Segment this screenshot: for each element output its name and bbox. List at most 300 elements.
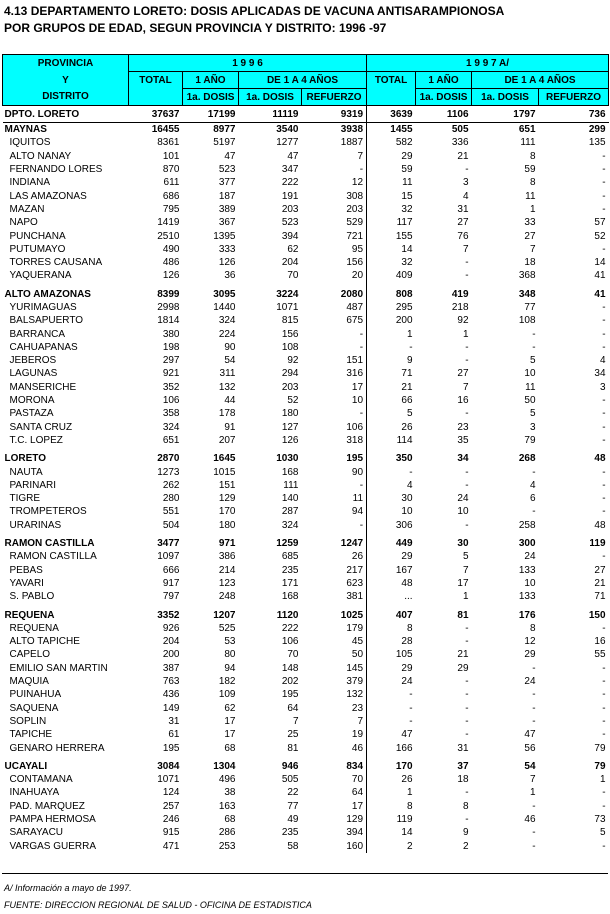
district-row-cell: 523 <box>281 217 299 229</box>
district-row-cell: - <box>602 840 606 852</box>
district-row-label: YURIMAGUAS <box>9 302 77 313</box>
district-row-cell: 1395 <box>213 230 236 242</box>
district-row <box>3 550 609 563</box>
district-row-cell: 41 <box>594 270 606 282</box>
district-row-label: INDIANA <box>9 177 51 189</box>
district-row-cell: 280 <box>162 493 180 505</box>
district-row <box>3 715 609 728</box>
district-row-cell: 17 <box>302 800 367 813</box>
district-row <box>3 327 609 340</box>
district-row-cell: 486 <box>162 257 180 269</box>
district-row-cell: 133 <box>518 564 536 576</box>
district-row-cell: 21 <box>457 649 469 661</box>
district-row-cell: 111 <box>283 479 299 491</box>
province-row-cell: 1030 <box>276 453 299 465</box>
district-row-cell: 46 <box>302 741 367 754</box>
district-row-cell: 490 <box>162 243 180 255</box>
footnote: A/ Información a mayo de 1997. <box>4 883 132 893</box>
district-row-cell: 29 <box>401 551 413 563</box>
district-row-cell: 57 <box>594 217 606 229</box>
district-row-cell: 1 <box>529 203 536 215</box>
table-body <box>3 106 609 853</box>
district-row-cell: - <box>532 702 536 714</box>
district-row-cell: - <box>602 479 606 491</box>
district-row-label: EMILIO SAN MARTIN <box>9 662 108 674</box>
district-row-cell: 22 <box>287 787 299 799</box>
district-row-cell: 921 <box>162 368 180 380</box>
district-row-cell: 258 <box>518 519 536 531</box>
district-row-cell: 180 <box>218 519 236 531</box>
district-row <box>3 786 609 799</box>
district-row-cell: - <box>532 506 536 518</box>
district-row-cell: 7 <box>462 564 469 576</box>
district-row <box>3 216 609 229</box>
district-row-cell: - <box>465 787 469 799</box>
province-row <box>3 760 609 773</box>
district-row-cell: - <box>465 729 469 741</box>
district-row-cell: 1 <box>406 787 413 799</box>
district-row-cell: 156 <box>302 256 367 269</box>
district-row-label: ALTO NANAY <box>9 150 72 162</box>
district-row-cell: 11 <box>525 381 536 393</box>
district-row-cell: 109 <box>218 689 236 701</box>
district-row-cell: 101 <box>162 150 180 162</box>
district-row-cell: 257 <box>162 800 180 812</box>
district-row-label: CAPELO <box>9 649 51 661</box>
district-row-cell: 8361 <box>157 137 180 149</box>
province-row-cell: 3540 <box>276 124 299 136</box>
province-row-label: MAYNAS <box>4 124 47 136</box>
district-row-cell: - <box>465 676 469 688</box>
district-row-cell: 306 <box>395 519 413 531</box>
district-row-cell: 224 <box>218 328 236 340</box>
district-row-cell: 651 <box>162 434 180 446</box>
district-row-cell: 11 <box>402 177 413 189</box>
district-row-label: CAHUAPANAS <box>9 341 78 353</box>
district-row-cell: 21 <box>594 577 606 589</box>
province-row-cell: 348 <box>518 288 536 300</box>
district-row-cell: 132 <box>302 688 367 701</box>
district-row-cell: 17 <box>457 577 469 589</box>
header-1-anio-1997: 1 AÑO <box>416 72 472 89</box>
district-row-cell: 105 <box>395 649 413 661</box>
district-row-cell: 10 <box>302 394 367 407</box>
district-row-cell: 195 <box>162 742 180 754</box>
district-row <box>3 354 609 367</box>
district-row-cell: 178 <box>218 408 236 420</box>
district-row-cell: 12 <box>524 636 536 648</box>
district-row-cell: - <box>465 355 469 367</box>
district-row-cell: 1 <box>406 328 413 340</box>
district-row-cell: 6 <box>529 493 536 505</box>
header-1-anio-1a-dosis-1996: 1a. DOSIS <box>183 89 239 106</box>
district-row-cell: - <box>602 506 606 518</box>
district-row-cell: 24 <box>457 493 469 505</box>
district-row-cell: - <box>602 315 606 327</box>
district-row-cell: 358 <box>162 408 180 420</box>
district-row-cell: 294 <box>281 368 299 380</box>
district-row-cell: 148 <box>281 662 299 674</box>
district-row-cell: 92 <box>457 315 469 327</box>
district-row-cell: 12 <box>302 176 367 189</box>
district-row-cell: 797 <box>162 591 180 603</box>
province-row-cell: 971 <box>218 538 236 550</box>
province-row-cell: 48 <box>594 453 606 465</box>
district-row-label: PEBAS <box>9 564 43 576</box>
district-row-cell: 79 <box>524 434 536 446</box>
district-row-cell: 168 <box>281 591 299 603</box>
district-row-cell: 352 <box>162 381 180 393</box>
district-row-cell: 47 <box>224 150 236 162</box>
district-row-cell: 24 <box>524 551 536 563</box>
district-row-cell: 7 <box>462 381 469 393</box>
district-row-cell: 166 <box>395 742 413 754</box>
district-row-cell: 117 <box>396 217 413 229</box>
district-row-cell: 182 <box>218 676 236 688</box>
district-row-cell: 90 <box>224 341 236 353</box>
district-row-cell: - <box>602 493 606 505</box>
header-total-1997: TOTAL <box>367 72 416 89</box>
total-cell: 3639 <box>367 106 416 123</box>
district-row-cell: 386 <box>218 551 236 563</box>
district-row-cell: 50 <box>302 648 367 661</box>
district-row-cell: 156 <box>281 328 299 340</box>
district-row-cell: - <box>602 800 606 812</box>
province-row-cell: 1247 <box>302 537 367 550</box>
district-row-cell: 70 <box>302 773 367 786</box>
district-row <box>3 176 609 189</box>
header-total-1997-blank <box>367 89 416 106</box>
district-row-cell: 68 <box>224 813 236 825</box>
province-row-cell: 41 <box>594 288 606 300</box>
district-row-cell: 170 <box>218 506 236 518</box>
province-row-cell: 16455 <box>151 124 180 136</box>
province-row-cell: 79 <box>594 760 606 772</box>
total-cell: 1797 <box>472 106 539 123</box>
district-row-cell: 77 <box>524 302 536 313</box>
district-row-cell: 496 <box>218 774 236 786</box>
district-row-label: ALTO TAPICHE <box>9 636 80 648</box>
district-row-cell: - <box>409 715 413 727</box>
district-row-cell: 54 <box>224 355 236 367</box>
district-row <box>3 662 609 675</box>
header-1-4-1a-dosis-1996: 1a. DOSIS <box>239 89 302 106</box>
total-label: DPTO. LORETO <box>3 106 129 123</box>
district-row <box>3 564 609 577</box>
district-row-cell: - <box>602 177 606 189</box>
district-row-cell: 926 <box>162 622 180 634</box>
district-row-cell: 167 <box>395 564 413 576</box>
district-row-label: CONTAMANA <box>9 774 73 786</box>
district-row-cell: - <box>532 466 536 478</box>
district-row <box>3 648 609 661</box>
district-row-cell: 151 <box>218 479 236 491</box>
district-row-cell: 286 <box>218 827 236 839</box>
district-row-cell: 106 <box>281 636 299 648</box>
header-1-anio-1996: 1 AÑO <box>183 72 239 89</box>
district-row-cell: 56 <box>524 742 536 754</box>
district-row-cell: - <box>602 702 606 714</box>
district-row-cell: - <box>602 787 606 799</box>
province-row-cell: 946 <box>281 760 299 772</box>
district-row <box>3 150 609 163</box>
district-row-cell: 52 <box>287 395 299 407</box>
district-row <box>3 492 609 505</box>
district-row-cell: 316 <box>302 367 367 380</box>
district-row-cell: 7 <box>292 715 299 727</box>
district-row-label: SANTA CRUZ <box>9 421 73 433</box>
district-row-label: LAS AMAZONAS <box>9 190 87 202</box>
district-row-label: INAHUAYA <box>9 787 60 799</box>
district-row-cell: 8 <box>529 150 536 162</box>
header-1-anio-1a-dosis-1997: 1a. DOSIS <box>416 89 472 106</box>
district-row-cell: 917 <box>162 577 180 589</box>
district-row-cell: 27 <box>594 564 606 576</box>
district-row-cell: 27 <box>457 368 469 380</box>
district-row-cell: 55 <box>594 649 606 661</box>
district-row <box>3 839 609 852</box>
district-row-label: TORRES CAUSANA <box>9 257 103 269</box>
district-row-cell: 14 <box>594 257 606 269</box>
district-row-cell: 111 <box>520 137 536 149</box>
district-row-cell: 108 <box>281 341 299 353</box>
district-row-label: VARGAS GUERRA <box>9 840 96 852</box>
district-row-cell: 15 <box>401 190 413 202</box>
header-1-4-refuerzo-1996: REFUERZO <box>302 89 367 106</box>
district-row-label: PARINARI <box>9 479 56 491</box>
district-row-label: PUTUMAYO <box>9 243 66 255</box>
district-row-cell: - <box>465 519 469 531</box>
source-note: FUENTE: DIRECCION REGIONAL DE SALUD - OFICINA DE ESTADISTICA <box>4 900 312 910</box>
district-row <box>3 434 609 447</box>
district-row <box>3 577 609 590</box>
district-row-cell: - <box>602 434 606 446</box>
total-cell: 9319 <box>302 106 367 123</box>
district-row <box>3 728 609 741</box>
title-line-2: POR GRUPOS DE EDAD, SEGUN PROVINCIA Y DISTRITO: 1996 -97 <box>4 21 387 35</box>
district-row-cell: 870 <box>162 164 180 176</box>
district-row-cell: 129 <box>218 493 236 505</box>
district-row-cell: 17 <box>302 381 367 394</box>
district-row-cell: 70 <box>287 649 299 661</box>
district-row-cell: 214 <box>218 564 236 576</box>
district-row <box>3 519 609 532</box>
district-row-cell: 336 <box>451 137 469 149</box>
district-row-cell: 666 <box>162 564 180 576</box>
province-row-cell: 195 <box>302 452 367 465</box>
province-row-cell: 268 <box>518 453 536 465</box>
district-row-cell: 3 <box>529 421 536 433</box>
district-row-cell: - <box>302 327 367 340</box>
district-row-cell: 46 <box>524 813 536 825</box>
district-row-cell: 140 <box>281 493 299 505</box>
province-row-cell: 176 <box>518 609 536 621</box>
province-row-cell: 1120 <box>276 609 299 621</box>
district-row-label: TROMPETEROS <box>9 506 87 518</box>
district-row-cell: - <box>602 302 606 313</box>
district-row-cell: - <box>302 407 367 420</box>
province-row-cell: 651 <box>518 124 536 136</box>
total-cell: 37637 <box>129 106 183 123</box>
district-row-cell: 53 <box>224 636 236 648</box>
district-row <box>3 256 609 269</box>
header-provincia: PROVINCIA <box>3 55 129 72</box>
district-row-cell: - <box>465 622 469 634</box>
district-row-cell: - <box>532 328 536 340</box>
district-row-cell: 10 <box>524 368 536 380</box>
district-row-cell: 47 <box>524 729 536 741</box>
district-row-cell: 16 <box>594 636 606 648</box>
district-row-cell: 381 <box>302 590 367 603</box>
district-row-cell: - <box>602 408 606 420</box>
district-row-cell: 8 <box>529 177 536 189</box>
district-row-cell: 16 <box>457 395 469 407</box>
district-row-cell: 31 <box>457 742 469 754</box>
district-row-cell: 1097 <box>157 551 180 563</box>
district-row-cell: 126 <box>218 257 236 269</box>
district-row-cell: - <box>465 636 469 648</box>
district-row-cell: 45 <box>302 635 367 648</box>
header-1-a-4-anios-1996: DE 1 A 4 AÑOS <box>239 72 367 89</box>
district-row-cell: 70 <box>287 270 299 282</box>
district-row-cell: 38 <box>224 787 236 799</box>
district-row-cell: 198 <box>162 341 180 353</box>
district-row-cell: 3 <box>462 177 469 189</box>
district-row-cell: 523 <box>218 164 236 176</box>
district-row-cell: - <box>532 840 536 852</box>
district-row-cell: 31 <box>168 715 180 727</box>
province-row-cell: 1304 <box>213 760 236 772</box>
title-line-1: 4.13 DEPARTAMENTO LORETO: DOSIS APLICADAS DE VACUNA ANTISARAMPIONOSA <box>4 4 505 18</box>
province-row-label: ALTO AMAZONAS <box>4 288 91 300</box>
district-row-cell: 7 <box>462 243 469 255</box>
district-row-cell: 36 <box>224 270 236 282</box>
province-row <box>3 452 609 465</box>
district-row-cell: 71 <box>594 591 606 603</box>
district-row-cell: 389 <box>218 203 236 215</box>
district-row-cell: 34 <box>594 368 606 380</box>
district-row-label: S. PABLO <box>9 591 55 603</box>
district-row-cell: 204 <box>281 257 299 269</box>
district-row-cell: 685 <box>281 551 299 563</box>
district-row-cell: 2 <box>406 840 413 852</box>
district-row-cell: - <box>465 408 469 420</box>
district-row-cell: - <box>602 466 606 478</box>
district-row-cell: 7 <box>302 715 367 728</box>
district-row-cell: 246 <box>162 813 180 825</box>
district-row-cell: 308 <box>302 189 367 202</box>
district-row-cell: 20 <box>302 269 367 282</box>
district-row-cell: 163 <box>218 800 236 812</box>
district-row-cell: 17 <box>224 729 236 741</box>
district-row-cell: 17 <box>224 715 236 727</box>
total-cell: 11119 <box>239 106 302 123</box>
district-row-label: SAQUENA <box>9 702 59 714</box>
province-row-cell: 30 <box>457 538 469 550</box>
district-row-cell: 24 <box>401 676 413 688</box>
district-row-cell: - <box>302 519 367 532</box>
province-row-cell: 350 <box>395 453 413 465</box>
district-row-cell: 235 <box>281 564 299 576</box>
province-row-cell: 1645 <box>213 453 236 465</box>
district-row-cell: - <box>602 203 606 215</box>
district-row-cell: 26 <box>401 421 413 433</box>
district-row-cell: 436 <box>162 689 180 701</box>
header-year-1997: 1 9 9 7 A/ <box>367 55 609 72</box>
province-row-cell: 834 <box>302 760 367 773</box>
district-row-cell: 119 <box>396 813 413 825</box>
district-row-cell: 23 <box>302 701 367 714</box>
district-row-cell: 347 <box>281 164 299 176</box>
province-row-cell: 419 <box>451 288 469 300</box>
district-row-cell: 8 <box>406 622 413 634</box>
district-row-cell: 248 <box>218 591 236 603</box>
district-row-cell: 4 <box>462 190 469 202</box>
district-row-cell: 262 <box>162 479 180 491</box>
district-row <box>3 675 609 688</box>
district-row-cell: 114 <box>396 434 413 446</box>
district-row-cell: 49 <box>287 813 299 825</box>
province-row-cell: 1455 <box>390 124 413 136</box>
province-row-cell: 808 <box>395 288 413 300</box>
district-row-cell: - <box>465 257 469 269</box>
district-row-cell: 4 <box>406 479 413 491</box>
district-row-cell: 1419 <box>157 217 180 229</box>
province-row-cell: 505 <box>451 124 469 136</box>
district-row-cell: - <box>302 341 367 354</box>
district-row-cell: 19 <box>302 728 367 741</box>
district-row-cell: 28 <box>401 636 413 648</box>
district-row-cell: - <box>602 689 606 701</box>
district-row-cell: 21 <box>401 381 413 393</box>
district-row-cell: 33 <box>524 217 536 229</box>
district-row-cell: 5 <box>529 355 536 367</box>
district-row-cell: 26 <box>401 774 413 786</box>
district-row-cell: 1 <box>599 774 606 786</box>
district-row-cell: 126 <box>281 434 299 446</box>
district-row-cell: 32 <box>401 203 413 215</box>
district-row-cell: 106 <box>302 421 367 434</box>
district-row-label: T.C. LOPEZ <box>9 434 63 446</box>
district-row-label: MANSERICHE <box>9 381 77 393</box>
district-row-cell: 3 <box>599 381 606 393</box>
district-row-cell: 8 <box>529 622 536 634</box>
district-row-cell: 25 <box>287 729 299 741</box>
district-row-cell: 915 <box>162 827 180 839</box>
header-1-a-4-anios-1997: DE 1 A 4 AÑOS <box>472 72 609 89</box>
district-row <box>3 741 609 754</box>
district-row-cell: 9 <box>462 827 469 839</box>
district-row-cell: 207 <box>218 434 236 446</box>
district-row-cell: 324 <box>162 421 180 433</box>
district-row-cell: 795 <box>162 203 180 215</box>
district-row-cell: 133 <box>518 591 536 603</box>
province-row-cell: 1025 <box>302 608 367 621</box>
district-row-cell: 203 <box>281 203 299 215</box>
district-row-cell: 295 <box>395 302 413 313</box>
district-row-cell: 187 <box>218 190 236 202</box>
district-row-cell: - <box>602 729 606 741</box>
province-row-label: UCAYALI <box>4 760 48 772</box>
province-row-cell: 1259 <box>276 538 299 550</box>
district-row-cell: 379 <box>302 675 367 688</box>
district-row-cell: - <box>302 163 367 176</box>
province-row-cell: 299 <box>588 124 606 136</box>
district-row-cell: 333 <box>218 243 236 255</box>
district-row-cell: 62 <box>224 702 236 714</box>
district-row-cell: 21 <box>457 150 469 162</box>
province-row-cell: 3084 <box>157 760 180 772</box>
